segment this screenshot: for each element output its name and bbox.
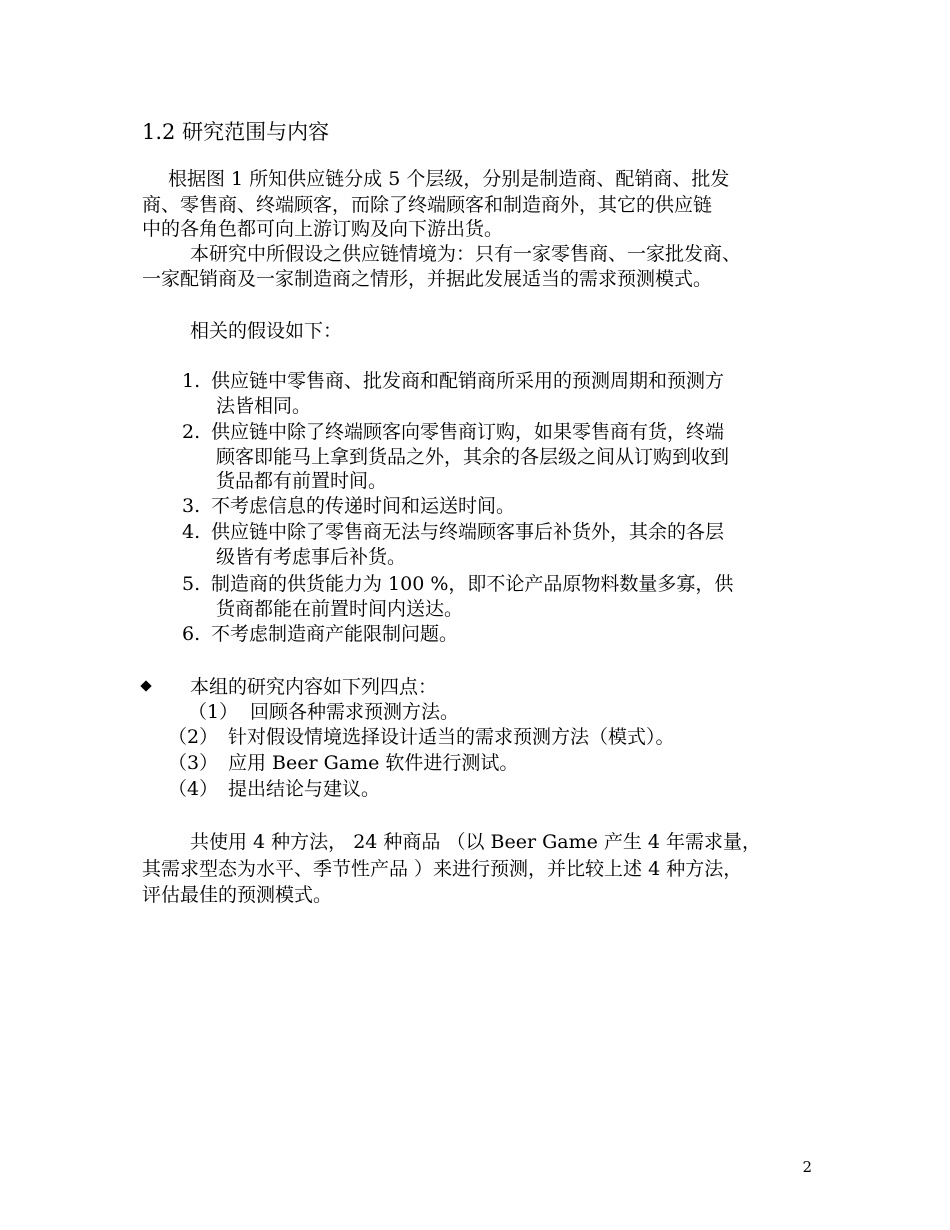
- assumption-1-line-1: 供应链中零售商、批发商和配销商所采用的预测周期和预测方: [211, 370, 725, 392]
- assumptions-intro: 相关的假设如下：: [190, 320, 343, 342]
- para3-line-3: 评估最佳的预测模式。: [142, 884, 333, 906]
- research-item-number: （1）: [188, 701, 239, 723]
- assumption-5-line-1: 制造商的供货能力为 100 %，即不论产品原物料数量多寡，供: [211, 573, 734, 595]
- para1-line-2: 商、零售商、终端顾客，而除了终端顾客和制造商外，其它的供应链: [142, 194, 713, 216]
- page-number: 2: [802, 1158, 812, 1176]
- assumption-2-line-1: 供应链中除了终端顾客向零售商订购，如果零售商有货，终端: [211, 421, 725, 443]
- research-item-4: 提出结论与建议。: [228, 778, 381, 800]
- assumption-number: 2.: [182, 421, 201, 443]
- assumption-2-line-3: 货品都有前置时间。: [216, 470, 388, 492]
- para1-line-3: 中的各角色都可向上游订购及向下游出货。: [142, 218, 504, 240]
- research-item-number: （4）: [168, 778, 219, 800]
- assumption-4-line-2: 级皆有考虑事后补货。: [216, 546, 407, 568]
- assumption-number: 1.: [182, 370, 201, 392]
- section-heading: 1.2 研究范围与内容: [142, 120, 330, 144]
- para1-line-1: 根据图 1 所知供应链分成 5 个层级，分别是制造商、配销商、批发: [168, 168, 730, 190]
- research-item-3: 应用 Beer Game 软件进行测试。: [228, 752, 519, 774]
- assumption-number: 6.: [182, 623, 201, 645]
- para2-line-2: 一家配销商及一家制造商之情形，并据此发展适当的需求预测模式。: [142, 268, 713, 290]
- assumption-2-line-2: 顾客即能马上拿到货品之外，其余的各层级之间从订购到收到: [216, 446, 730, 468]
- assumption-6-line-1: 不考虑制造商产能限制问题。: [211, 623, 459, 645]
- para2-line-1: 本研究中所假设之供应链情境为：只有一家零售商、一家批发商、: [190, 243, 742, 265]
- research-intro: 本组的研究内容如下列四点：: [190, 676, 438, 698]
- assumption-3-line-1: 不考虑信息的传递时间和运送时间。: [211, 495, 516, 517]
- para3-line-2: 其需求型态为水平、季节性产品 ）来进行预测，并比较上述 4 种方法，: [142, 858, 743, 880]
- research-item-1: 回顾各种需求预测方法。: [250, 701, 460, 723]
- research-item-number: （2）: [168, 726, 219, 748]
- diamond-bullet-icon: [140, 680, 151, 691]
- assumption-number: 4.: [182, 521, 201, 543]
- assumption-5-line-2: 货商都能在前置时间内送达。: [216, 598, 464, 620]
- assumption-4-line-1: 供应链中除了零售商无法与终端顾客事后补货外，其余的各层: [211, 521, 725, 543]
- assumption-number: 3.: [182, 495, 201, 517]
- research-item-2: 针对假设情境选择设计适当的需求预测方法（模式）。: [228, 726, 675, 748]
- assumption-1-line-2: 法皆相同。: [216, 395, 312, 417]
- assumption-number: 5.: [182, 573, 201, 595]
- research-item-number: （3）: [168, 752, 219, 774]
- para3-line-1: 共使用 4 种方法， 24 种商品 （以 Beer Game 产生 4 年需求量，: [190, 831, 762, 853]
